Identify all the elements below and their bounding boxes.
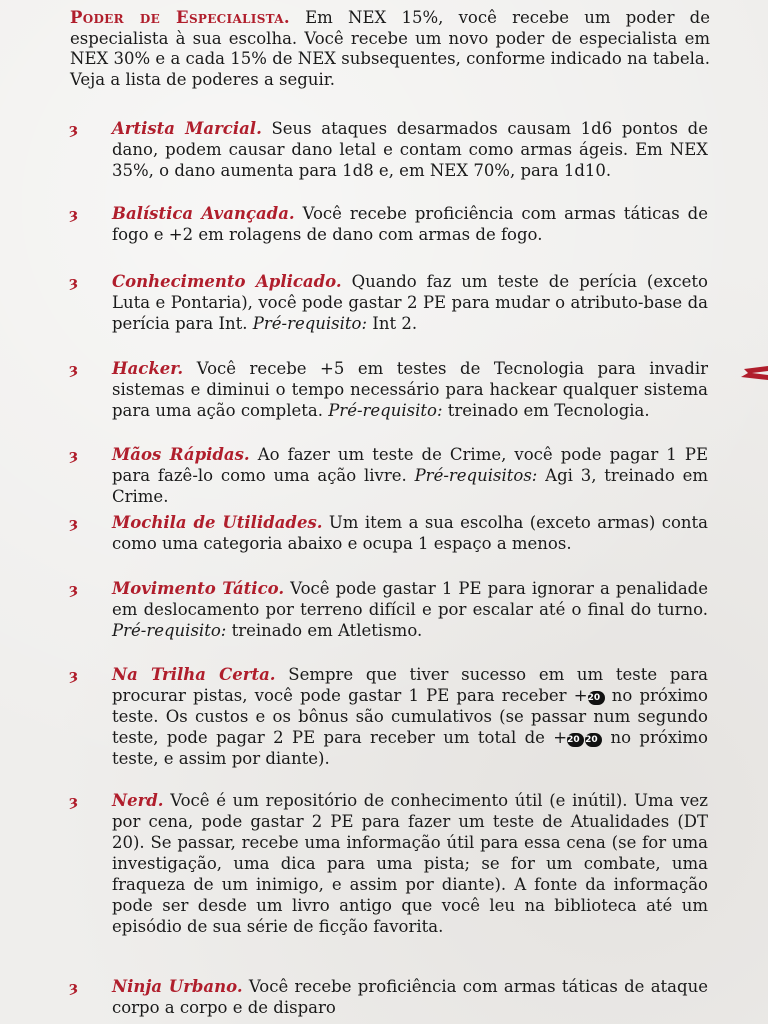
power-description — [112, 512, 708, 554]
intro-title: Poder de Especialista. — [70, 8, 290, 27]
power-title: Na Trilha Certa. — [112, 665, 276, 684]
intro-text: Em NEX 15%, você recebe um poder de especialista à sua escolha. Você recebe um novo poder de especialista em NEX 30% e a cada 15% de NEX subsequentes, conforme indicado na tabela. Veja a lista de poderes a seguir. — [70, 8, 710, 89]
power-title: Ninja Urbano. — [112, 977, 243, 996]
power-text: Você recebe +5 em testes de Tecnologia para invadir sistemas e diminui o tempo necessário para hackear qualquer sistema para uma ação completa. — [112, 359, 708, 420]
power-title: Conhecimento Aplicado. — [112, 272, 342, 291]
prerequisite-text: treinado em Atletismo. — [226, 621, 423, 640]
power-description — [112, 271, 708, 334]
prerequisite-label: Pré-requisito: — [252, 314, 368, 333]
power-description — [112, 203, 708, 245]
d20-icon: 20 — [585, 733, 602, 747]
power-title: Mãos Rápidas. — [112, 445, 250, 464]
d20-icon: 20 — [588, 691, 605, 705]
bullet-icon: ȝ — [69, 120, 79, 138]
bullet-icon: ȝ — [69, 792, 79, 810]
page-edge-tab-icon — [738, 365, 768, 381]
power-text: no próximo teste. Os custos e os bônus são cumulativos (se passar num segundo teste, pode pagar 2 PE para receber um total de + — [112, 686, 708, 747]
bullet-icon: ȝ — [69, 514, 79, 532]
power-text: Você pode gastar 1 PE para ignorar a penalidade em deslocamento por terreno difícil e por escalar até o final do turno. — [112, 579, 708, 619]
power-description — [112, 976, 708, 1018]
intro-paragraph — [70, 8, 710, 90]
power-text: Seus ataques desarmados causam 1d6 pontos de dano, podem causar dano letal e contam como armas ágeis. Em NEX 35%, o dano aumenta para 1d8 e, em NEX 70%, para 1d10. — [112, 119, 709, 180]
bullet-icon: ȝ — [69, 273, 79, 291]
power-text: Ao fazer um teste de Crime, você pode pagar 1 PE para fazê-lo como uma ação livre. — [112, 445, 708, 485]
prerequisite-label: Pré-requisito: — [112, 621, 227, 640]
power-title: Movimento Tático. — [112, 579, 285, 598]
bullet-icon: ȝ — [69, 205, 79, 223]
power-text: Quando faz um teste de perícia (exceto Luta e Pontaria), você pode gastar 2 PE para mudar o atributo-base da perícia para Int. — [112, 272, 708, 333]
prerequisite-text: treinado em Tecnologia. — [442, 401, 650, 420]
bullet-icon: ȝ — [69, 580, 79, 598]
power-description — [112, 444, 708, 507]
power-text: Você recebe proficiência com armas táticas de ataque corpo a corpo e de disparo — [112, 977, 708, 1017]
power-description — [112, 664, 708, 769]
prerequisite-text: Int 2. — [367, 314, 418, 333]
bullet-icon: ȝ — [69, 978, 79, 996]
power-title: Nerd. — [112, 791, 164, 810]
power-title: Mochila de Utilidades. — [112, 513, 323, 532]
power-text: Você recebe proficiência com armas táticas de fogo e +2 em rolagens de dano com armas de fogo. — [112, 204, 709, 244]
power-description — [112, 790, 708, 937]
power-description — [112, 118, 708, 181]
prerequisite-label: Pré-requisitos: — [414, 466, 538, 485]
prerequisite-label: Pré-requisito: — [328, 401, 443, 420]
power-description — [112, 578, 708, 641]
power-text: Sempre que tiver sucesso em um teste para procurar pistas, você pode gastar 1 PE para receber + — [112, 665, 708, 705]
bullet-icon: ȝ — [69, 446, 79, 464]
power-text: no próximo teste, e assim por diante). — [112, 728, 708, 768]
power-title: Artista Marcial. — [112, 119, 262, 138]
power-text: Você é um repositório de conhecimento útil (e inútil). Uma vez por cena, pode gastar 2 PE para fazer um teste de Atualidades (DT 20). Se passar, recebe uma informação útil para essa cena (se for uma investigação, uma dica para uma pista; se for um combate, uma fraqueza de um inimigo, e assim por diante). A fonte da informação pode ser desde um livro antigo que você leu na biblioteca até um episódio de sua série de ficção favorita. — [112, 791, 708, 936]
power-title: Balística Avançada. — [112, 204, 295, 223]
bullet-icon: ȝ — [69, 666, 79, 684]
power-text: Um item a sua escolha (exceto armas) conta como uma categoria abaixo e ocupa 1 espaço a menos. — [112, 513, 708, 553]
power-title: Hacker. — [112, 359, 184, 378]
d20-icon: 20 — [567, 733, 584, 747]
prerequisite-text: Agi 3, treinado em Crime. — [112, 466, 708, 506]
power-description — [112, 358, 708, 421]
bullet-icon: ȝ — [69, 360, 79, 378]
